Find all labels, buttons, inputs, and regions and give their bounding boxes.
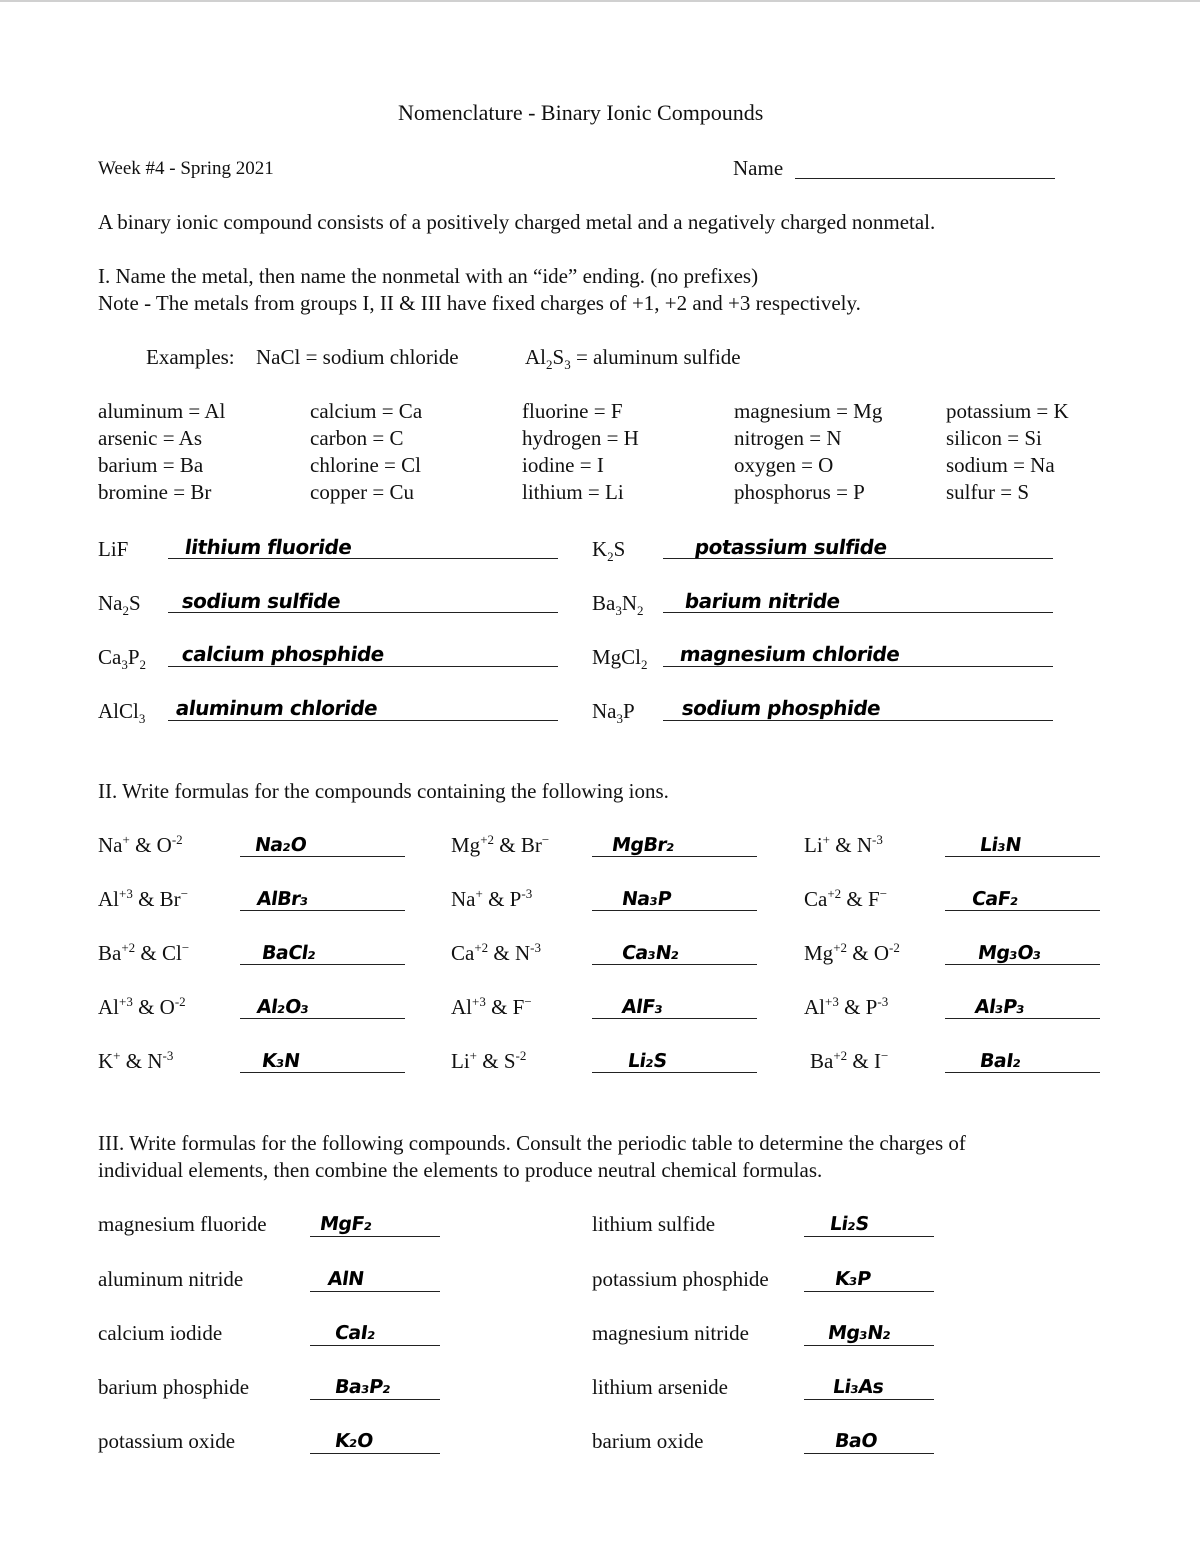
formula-na2s: $Na_2S$ <box>98 591 141 619</box>
section1-note: Note - The metals from groups I, II & III have fixed charges of +1, +2 and +3 respectively. <box>98 291 861 315</box>
answer-line[interactable] <box>663 666 1053 667</box>
formula-ca3p2: $Ca_3P_2$ <box>98 645 147 673</box>
formula-lif: LiF <box>98 537 129 561</box>
handwritten-answer: barium nitride <box>683 589 842 613</box>
element-entry: phosphorus = P <box>734 480 865 504</box>
ion-pair: $Mg^{+2}$ & Br− <box>451 832 550 857</box>
ion-pair: $Ba^{+2}$ & I− <box>810 1048 889 1073</box>
compound-name: magnesium nitride <box>592 1321 749 1345</box>
ion-pair: $Al^{+3}$ & Br− <box>98 886 189 911</box>
element-entry: carbon = C <box>310 426 404 450</box>
handwritten-answer: Li₂S <box>828 1213 871 1235</box>
answer-line[interactable] <box>592 856 757 857</box>
answer-line[interactable] <box>310 1236 440 1237</box>
handwritten-answer: MgF₂ <box>318 1213 374 1235</box>
answer-line[interactable] <box>240 1018 405 1019</box>
answer-line[interactable] <box>592 1018 757 1019</box>
handwritten-answer: Al₂O₃ <box>255 996 311 1018</box>
answer-line[interactable] <box>592 964 757 965</box>
element-entry: oxygen = O <box>734 453 834 477</box>
element-column-3 <box>522 398 639 506</box>
handwritten-answer: K₃N <box>260 1050 301 1072</box>
answer-line[interactable] <box>804 1291 934 1292</box>
handwritten-answer: AlBr₃ <box>255 888 310 910</box>
handwritten-answer: K₂O <box>333 1430 375 1452</box>
ion-pair: Li+ & $N^{-3}$ <box>804 832 883 857</box>
handwritten-answer: Li₂S <box>626 1050 669 1072</box>
answer-line[interactable] <box>945 964 1100 965</box>
element-entry: arsenic = As <box>98 426 202 450</box>
compound-name: calcium iodide <box>98 1321 223 1345</box>
handwritten-answer: potassium sulfide <box>693 535 889 559</box>
element-entry: fluorine = F <box>522 399 623 423</box>
week-label: Week #4 - Spring 2021 <box>98 158 274 179</box>
handwritten-answer: AlF₃ <box>620 996 665 1018</box>
example-al2s3: $Al_2S_3$ = aluminum sulfide <box>525 345 741 373</box>
compound-name: aluminum nitride <box>98 1267 244 1291</box>
formula-ba3n2: $Ba_3N_2$ <box>592 591 644 619</box>
handwritten-answer: Mg₃O₃ <box>976 942 1043 964</box>
ion-pair: Na+ & $P^{-3}$ <box>451 886 533 911</box>
handwritten-answer: Li₃As <box>831 1376 886 1398</box>
handwritten-answer: Ca₃N₂ <box>620 942 681 964</box>
formula-k2s: $K_2S$ <box>592 537 626 565</box>
handwritten-answer: Ba₃P₂ <box>333 1376 392 1398</box>
handwritten-answer: CaI₂ <box>333 1322 377 1344</box>
ion-pair: K+ & $N^{-3}$ <box>98 1048 174 1073</box>
answer-line[interactable] <box>310 1291 440 1292</box>
handwritten-answer: K₃P <box>833 1268 873 1290</box>
ion-pair: $Al^{+3}$ & $O^{-2}$ <box>98 994 186 1019</box>
element-entry: magnesium = Mg <box>734 399 883 423</box>
handwritten-answer: calcium phosphide <box>180 642 386 666</box>
ion-pair: $Al^{+3}$ & $P^{-3}$ <box>804 994 889 1019</box>
answer-line[interactable] <box>240 964 405 965</box>
compound-name: barium phosphide <box>98 1375 250 1399</box>
section2-heading: II. Write formulas for the compounds containing the following ions. <box>98 779 669 803</box>
ion-pair: $Ba^{+2}$ & Cl− <box>98 940 190 965</box>
handwritten-answer: Mg₃N₂ <box>826 1322 893 1344</box>
element-entry: calcium = Ca <box>310 399 423 423</box>
page-title: Nomenclature - Binary Ionic Compounds <box>398 100 764 125</box>
handwritten-answer: Li₃N <box>978 834 1023 856</box>
compound-name: lithium arsenide <box>592 1375 728 1399</box>
handwritten-answer: BaO <box>833 1430 879 1452</box>
formula-alcl3: AlCl$_3$ <box>98 699 146 727</box>
compound-name: potassium oxide <box>98 1429 236 1453</box>
element-entry: lithium = Li <box>522 480 624 504</box>
element-entry: nitrogen = N <box>734 426 842 450</box>
handwritten-answer: magnesium chloride <box>678 642 902 666</box>
section1-heading: I. Name the metal, then name the nonmetal with an “ide” ending. (no prefixes) <box>98 264 759 288</box>
section3-heading-line2: individual elements, then combine the elements to produce neutral chemical formulas. <box>98 1158 823 1182</box>
element-entry: copper = Cu <box>310 480 414 504</box>
formula-na3p: $Na_3P$ <box>592 699 635 727</box>
answer-line[interactable] <box>240 1072 405 1073</box>
element-entry: potassium = K <box>946 399 1069 423</box>
answer-line[interactable] <box>310 1399 440 1400</box>
answer-line[interactable] <box>804 1236 934 1237</box>
section3-heading-line1: III. Write formulas for the following compounds. Consult the periodic table to determine the charges of <box>98 1131 966 1155</box>
answer-line[interactable] <box>168 666 558 667</box>
element-entry: silicon = Si <box>946 426 1042 450</box>
handwritten-answer: CaF₂ <box>970 888 1020 910</box>
answer-line[interactable] <box>804 1345 934 1346</box>
answer-line[interactable] <box>310 1345 440 1346</box>
element-entry: iodine = I <box>522 453 604 477</box>
answer-line[interactable] <box>240 910 405 911</box>
answer-line[interactable] <box>804 1453 934 1454</box>
compound-name: potassium phosphide <box>592 1267 769 1291</box>
answer-line[interactable] <box>945 856 1100 857</box>
answer-line[interactable] <box>945 1018 1100 1019</box>
answer-line[interactable] <box>945 1072 1100 1073</box>
example-nacl: NaCl = sodium chloride <box>256 345 459 369</box>
ion-pair: $Al^{+3}$ & F− <box>451 994 532 1019</box>
ion-pair: Li+ & $S^{-2}$ <box>451 1048 527 1073</box>
handwritten-answer: MgBr₂ <box>610 834 676 856</box>
handwritten-answer: AlN <box>326 1268 366 1290</box>
answer-line[interactable] <box>168 720 558 721</box>
answer-line[interactable] <box>945 910 1100 911</box>
answer-line[interactable] <box>592 910 757 911</box>
element-column-4 <box>734 398 882 506</box>
answer-line[interactable] <box>240 856 405 857</box>
handwritten-answer: sodium sulfide <box>180 589 342 613</box>
element-column-2 <box>310 398 422 506</box>
ion-pair: Na+ & $O^{-2}$ <box>98 832 183 857</box>
ion-pair: $Ca^{+2}$ & $N^{-3}$ <box>451 940 542 965</box>
element-entry: sodium = Na <box>946 453 1055 477</box>
handwritten-answer: sodium phosphide <box>680 696 883 720</box>
answer-line[interactable] <box>310 1453 440 1454</box>
element-entry: sulfur = S <box>946 480 1030 504</box>
handwritten-answer: Al₃P₃ <box>973 996 1026 1018</box>
formula-mgcl2: MgCl$_2$ <box>592 645 648 673</box>
element-entry: barium = Ba <box>98 453 204 477</box>
handwritten-answer: Na₃P <box>620 888 673 910</box>
element-entry: chlorine = Cl <box>310 453 421 477</box>
element-column-1 <box>98 398 225 506</box>
examples-label: Examples: <box>146 345 235 369</box>
handwritten-answer: BaI₂ <box>978 1050 1023 1072</box>
element-column-5 <box>946 398 1069 506</box>
name-field[interactable] <box>795 178 1055 179</box>
answer-line[interactable] <box>663 720 1053 721</box>
element-entry: bromine = Br <box>98 480 212 504</box>
ion-pair: $Ca^{+2}$ & F− <box>804 886 888 911</box>
handwritten-answer: lithium fluoride <box>183 535 354 559</box>
element-entry: hydrogen = H <box>522 426 639 450</box>
answer-line[interactable] <box>592 1072 757 1073</box>
ion-pair: $Mg^{+2}$ & $O^{-2}$ <box>804 940 900 965</box>
handwritten-answer: BaCl₂ <box>260 942 318 964</box>
answer-line[interactable] <box>804 1399 934 1400</box>
page-top-border <box>0 0 1200 2</box>
name-label: Name <box>733 156 784 180</box>
handwritten-answer: Na₂O <box>253 834 308 856</box>
compound-name: magnesium fluoride <box>98 1212 267 1236</box>
compound-name: lithium sulfide <box>592 1212 716 1236</box>
intro-text: A binary ionic compound consists of a positively charged metal and a negatively charged nonmetal. <box>98 210 936 234</box>
compound-name: barium oxide <box>592 1429 704 1453</box>
element-entry: aluminum = Al <box>98 399 226 423</box>
handwritten-answer: aluminum chloride <box>174 696 380 720</box>
